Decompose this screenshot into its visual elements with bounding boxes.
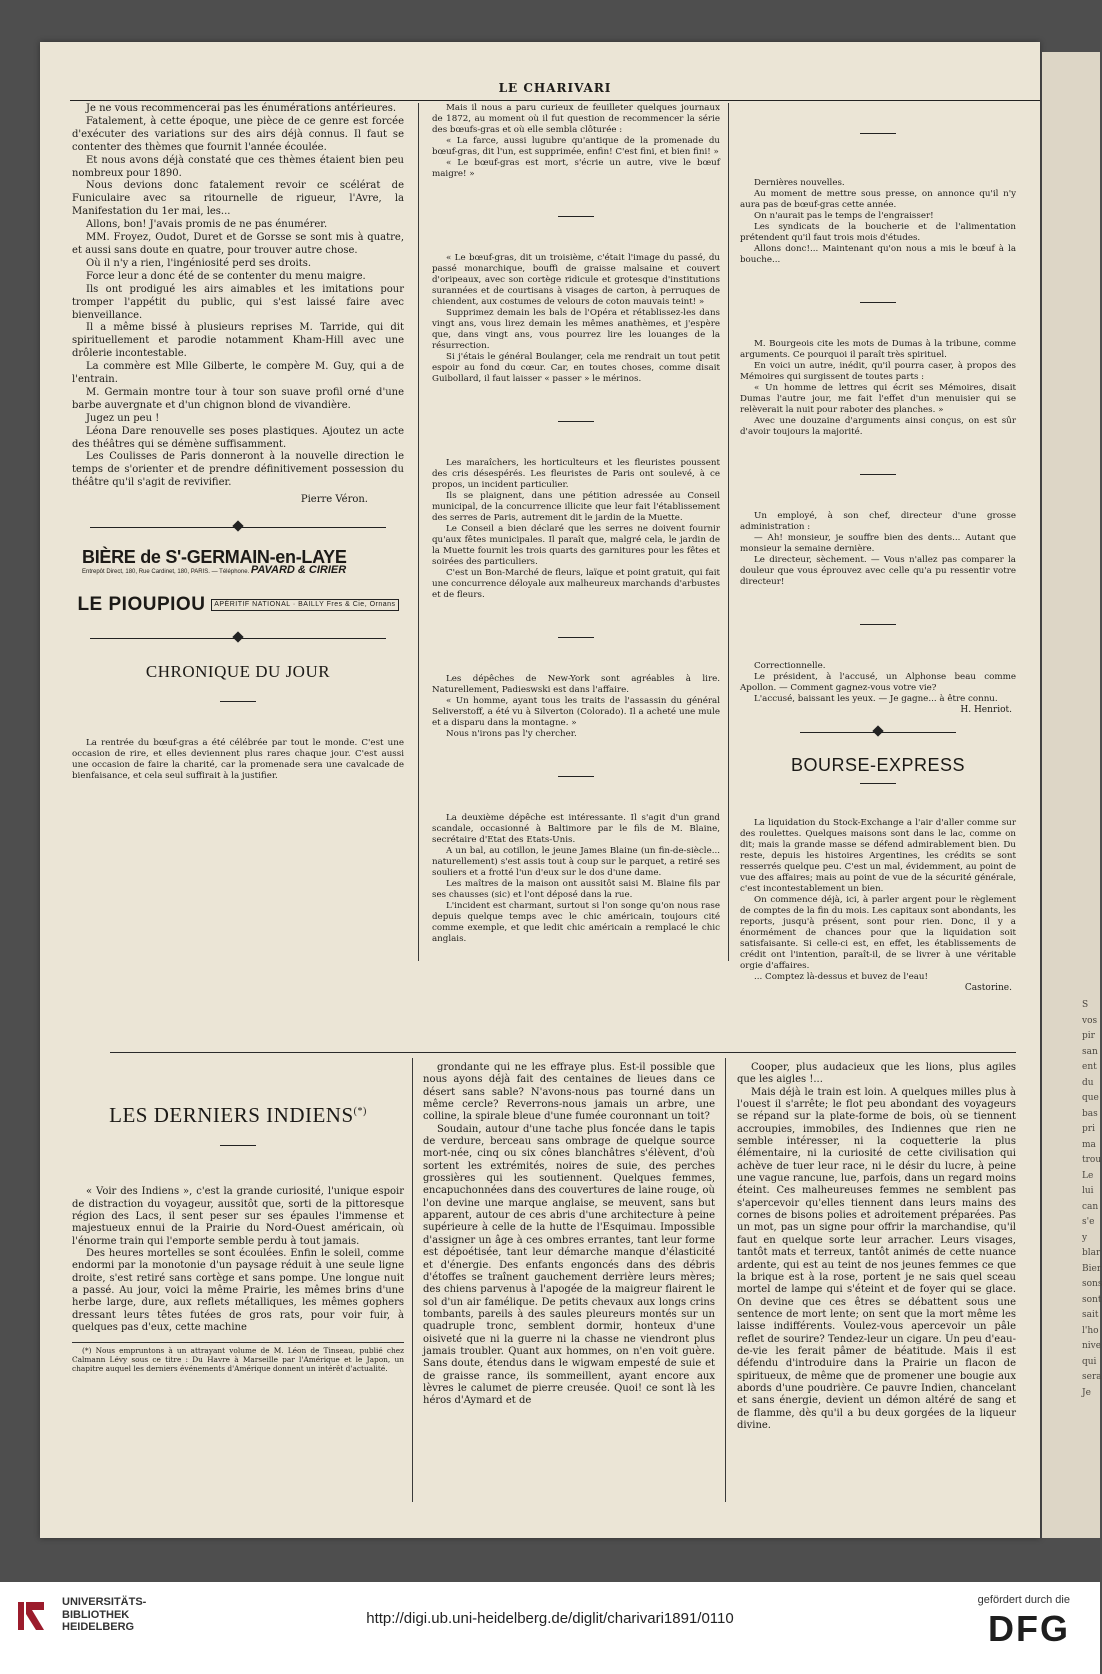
- echo-block: [432, 674, 720, 740]
- adjacent-page-text: [1042, 998, 1100, 1401]
- signature-henriot: H. Henriot.: [960, 705, 1012, 715]
- column-middle: [432, 103, 720, 945]
- paragraph: Ils se plaignent, dans une pétition adressée au Conseil municipal, de la concurrence illicite que leur fait l'établissement des serres de Paris, autrement dit le jardin de la Muette.: [432, 491, 720, 523]
- adjacent-page-fragment: s'e: [1082, 1217, 1095, 1227]
- paragraph: Dernières nouvelles.: [754, 178, 845, 188]
- paragraph: Et nous avons déjà constaté que ces thèmes étaient bien peu nombreux pour 1890.: [72, 154, 404, 179]
- feuilleton-col-1: [72, 1062, 404, 1373]
- paragraph: Si j'étais le général Boulanger, cela me rendrait un tout petit espoir au fond du cœur. Car, en toutes choses, comme disait Guibollard, il faut laisser « passer » le mérinos.: [432, 352, 720, 384]
- footnote: (*) Nous empruntons à un attrayant volume de M. Léon de Tinseau, publié chez Calmann Lévy sous ce titre : Du Havre à Marseille par l'Amérique et le Japon, un chapitre auquel les derniers événements d'Amérique donnent un intérêt d'actualité.: [72, 1342, 404, 1373]
- adjacent-page-fragment: que: [1082, 1093, 1099, 1103]
- paragraph: Correctionnelle.: [754, 661, 826, 671]
- adjacent-page-fragment: y: [1082, 1232, 1088, 1243]
- adjacent-page-fragment: du: [1082, 1077, 1094, 1088]
- paragraph: La commère est Mlle Gilberte, le compère M. Guy, qui a de l'entrain.: [72, 361, 404, 386]
- short-rule: [860, 302, 896, 303]
- adjacent-page-fragment: qui: [1082, 1356, 1097, 1367]
- adjacent-page-fragment: sera: [1082, 1372, 1102, 1382]
- short-rule: [860, 474, 896, 475]
- adjacent-page-fragment: san: [1082, 1046, 1098, 1057]
- short-rule: [558, 776, 594, 777]
- bourse-title: BOURSE-EXPRESS: [790, 755, 966, 775]
- echo-block: [740, 661, 1016, 705]
- adjacent-page-fragment: lui: [1082, 1186, 1094, 1196]
- paragraph: L'accusé, baissant les yeux. — Je gagne... à être connu.: [754, 694, 998, 704]
- library-name: UNIVERSITÄTS- BIBLIOTHEK HEIDELBERG: [62, 1596, 147, 1633]
- chronique-text: La rentrée du bœuf-gras a été célébrée par tout le monde. C'est une occasion de rire, et elles deviennent plus rares chaque jour. C'est aussi une occasion de faire la charité, car la promenade sera une cavalcade de bienfaisance, et cela seul suffirait à la justifier.: [72, 737, 404, 781]
- paragraph: « Le bœuf-gras, dit un troisième, c'était l'image du passé, du passé monarchique, bouffi de graisse malsaine et couvert d'oripeaux, avec son cortège ridicule et grotesque d'institutions surannées et de courtisans à visages de carton, à perruques de chiendent, aux costumes de velours de coton mauvais teint! »: [432, 253, 720, 307]
- paragraph: Allons donc!... Maintenant qu'on nous a mis le bœuf à la bouche...: [740, 244, 1016, 265]
- paragraph: Les Coulisses de Paris donneront à la nouvelle direction le temps de s'orienter et de prendre définitivement possession du théâtre qu'il s'agit de revivifier.: [72, 451, 404, 489]
- paragraph: Le Conseil a bien déclaré que les serres ne doivent fournir qu'aux fêtes municipales. Il paraît que, malgré cela, le jardin de la Muette fournit les trois quarts des garnitures pour les fêtes et soirées des particuliers.: [432, 524, 720, 567]
- adjacent-page-fragment: Bier: [1082, 1263, 1102, 1274]
- echo-block: [432, 103, 720, 180]
- adjacent-page-fragment: l'ho: [1082, 1325, 1099, 1336]
- feuilleton-col-3: [737, 1062, 1016, 1432]
- adjacent-page-fragment: Je: [1082, 1387, 1091, 1398]
- chronique-title: CHRONIQUE DU JOUR: [145, 661, 331, 681]
- column-rule: [728, 103, 729, 961]
- column-rule: [418, 103, 419, 961]
- paragraph: Allons, bon! J'avais promis de ne pas énumérer.: [86, 219, 328, 231]
- paragraph: Où il n'y a rien, l'ingéniosité perd ses droits.: [86, 257, 312, 269]
- paragraph: La liquidation du Stock-Exchange a l'air d'aller comme sur des roulettes. Quelques maisons sont dans le lac, comme on dit; mais la grande masse se défend admirablement bien. Du reste, depuis les histoires Argentines, les crédits se sont resserrés quelque peu. C'est un mal, évidemment, au point de vue des affaires; mais au point de vue de la sécurité générale, c'est incontestablement un bien.: [740, 818, 1016, 894]
- ad-biere-address: Entrepôt Direct, 180, Rue Cardinet, 180, PARIS. — Téléphone. PAVARD & CIRIER: [82, 564, 347, 576]
- paragraph: On n'aurait pas le temps de l'engraisser!: [754, 211, 934, 221]
- adjacent-page-fragment: sont: [1082, 1294, 1102, 1305]
- echo-block: [432, 813, 720, 945]
- paragraph: Force leur a donc été de se contenter du menu maigre.: [86, 270, 366, 282]
- paragraph: Fatalement, à cette époque, une pièce de ce genre est forcée d'exécuter des variations sur des airs déjà connus. Il faut se contenter des thèmes que fournit l'année écoulée.: [72, 115, 404, 153]
- feuilleton-title: LES DERNIERS INDIENS(*): [109, 1103, 367, 1127]
- paragraph: Cooper, plus audacieux que les lions, plus agiles que les aigles !...: [737, 1062, 1016, 1086]
- ornament-divider: [90, 521, 386, 533]
- adjacent-page-fragment: S: [1082, 1000, 1089, 1010]
- paragraph: — Ah! monsieur, je souffre bien des dents... Autant que monsieur la semaine dernière.: [740, 533, 1016, 554]
- paragraph: Nous n'irons pas l'y chercher.: [446, 729, 577, 739]
- signature-castorine: Castorine.: [964, 983, 1012, 993]
- paragraph: « Un homme de lettres qui écrit ses Mémoires, disait Dumas l'autre jour, me fait l'effet d'un menuisier qui se relèverait la nuit pour raboter des planches. »: [740, 383, 1016, 415]
- paragraph: grondante qui ne les effraye plus. Est-il possible que nous ayons déjà fait des centaines de lieues dans ce désert sans sable? N'avons-nous pas tourné dans un même cercle? Reverrons-nous jamais un arbre, une colline, la spirale bleue d'une fumée couronnant un toit?: [423, 1062, 715, 1123]
- adjacent-page-fragment: ent: [1082, 1062, 1097, 1072]
- masthead: LE CHARIVARI: [70, 78, 1040, 101]
- paragraph: Un employé, à son chef, directeur d'une grosse administration :: [740, 511, 1016, 532]
- short-rule: [558, 421, 594, 422]
- column-rule: [725, 1058, 726, 1502]
- echo-block: [432, 458, 720, 601]
- paragraph: A un bal, au cotillon, le jeune James Blaine (un fin-de-siècle... naturellement) s'est assis tout à coup sur le parquet, a retiré ses souliers et a frotté l'un d'eux sur le dos d'une dame.: [432, 846, 720, 878]
- bourse-text: [740, 818, 1016, 983]
- paragraph: M. Germain montre tour à tour son suave profil orné d'une barbe auvergnate et d'un chignon blond de vivandière.: [72, 386, 404, 411]
- paragraph: Mais il nous a paru curieux de feuilleter quelques journaux de 1872, au moment où il fut question de recommencer la série des bœufs-gras et où elle sembla clôturée :: [432, 103, 720, 135]
- adjacent-page-fragment: trou: [1082, 1155, 1102, 1165]
- paragraph: Jugez un peu !: [86, 412, 160, 424]
- short-rule: [220, 1145, 256, 1146]
- paragraph: La deuxième dépêche est intéressante. Il s'agit d'un grand scandale, occasionné à Baltimore par le fils de M. Blaine, secrétaire d'Etat des Etats-Unis.: [432, 813, 720, 845]
- paragraph: En voici un autre, inédit, qu'il pourra caser, à propos des Mémoires qui surgissent de toutes parts :: [740, 361, 1016, 382]
- short-rule: [860, 624, 896, 625]
- paragraph: Les syndicats de la boucherie et de l'alimentation prétendent qu'il faut trois mois d'études.: [740, 222, 1016, 243]
- echo-block: [740, 339, 1016, 438]
- feuilleton-col-2: [423, 1062, 715, 1408]
- ad-pioupiou: LE PIOUPIOU APÉRITIF NATIONAL · BAILLY Fres & Cie, Ornans: [72, 599, 404, 612]
- permalink-url[interactable]: http://digi.ub.uni-heidelberg.de/diglit/charivari1891/0110: [366, 1610, 734, 1627]
- paragraph: L'incident est charmant, surtout si l'on songe qu'on nous rase depuis quelque temps avec le chic américain, toujours cité comme exemple, et que ledit chic américain a remplacé le chic anglais.: [432, 901, 720, 944]
- short-rule: [860, 783, 896, 784]
- paragraph: Les maraîchers, les horticulteurs et les fleuristes poussent des cris désespérés. Les fleuristes de Paris ont soulevé, à ce propos, un incident particulier.: [432, 458, 720, 490]
- paragraph: C'est un Bon-Marché de fleurs, laïque et point gratuit, qui fait une concurrence déloyale aux malheureux marchands d'arbustes et de fleurs.: [432, 568, 720, 600]
- paragraph: Des heures mortelles se sont écoulées. Enfin le soleil, comme endormi par la monotonie d'un paysage réduit à une seule ligne droite, s'est retiré sans cortège et sans pompe. Une longue nuit a passé. Au jour, voici la même Prairie, les mêmes brins d'une herbe large, dure, aux reflets métalliques, les mêmes gophers dressant leurs têtes futées de gros rats, pour voir fuir, à quelques pas d'eux, cette machine: [72, 1248, 404, 1334]
- paragraph: Mais déjà le train est loin. A quelques milles plus à l'ouest il s'arrête; le flot peu abondant des voyageurs se répand sur la plate-forme de bois, où se tiennent accroupies, immobiles, des Indiennes que rien ne semble intéresser, ni la coquetterie la plus élémentaire, ni la curiosité de cette civilisation qui achève de tuer leur race, ni le désir du lucre, à peine une vague rancune, lue, parfois, dans un regard moins éteint. Ces malheureuses femmes ne semblent pas s'apercevoir qu'elles tiennent dans leurs mains des cornes de bisons polies et adroitement préparées. Pas un mot, pas un signe pour offrir la marchandise, qu'il faut en quelque sorte leur arracher. Leurs visages, tantôt mats et terreux, tantôt animés de cette nuance ardente, qui est au teint de nos jeunes femmes ce que la brique est à la rose, portent je ne sais quel sceau mortel de lampe qui s'éteint et de foyer qui se glace. On devine que ces êtres se débattent sous une sentence de mort lente; on sent que la mort même les laisse indifférents. Voulez-vous apercevoir un pâle reflet de sourire? Tendez-leur un cigare. Un peu d'eau-de-vie les ferait pâmer de béatitude. Mais il est défendu d'introduire dans la Prairie un flacon de spiritueux, de même que de promener une bougie aux abords d'une poudrière. Ce pauvre Indien, chancelant et sans énergie, devient un démon altéré de sang et de flamme, dès qu'il a bu deux gorgées de la liqueur divine.: [737, 1086, 1016, 1431]
- paragraph: Soudain, autour d'une tache plus foncée dans le tapis de verdure, berceau sans ombrage de quelque source mort-née, cinq ou six cônes blanchâtres s'élèvent, d'où sortent les extrémités, noires de suie, des perches grossières qui les soutiennent. Quelques femmes, encapuchonnées dans des couvertures de laine rouge, où l'on devine une marque anglaise, se meuvent, sans but apparent, autour de ces abris d'une architecture à peine supérieure à celle de la hutte de l'Esquimau. Impossible d'assigner un âge à ces ombres errantes, tant leur forme est dépoétisée, tant leur démarche manque d'élasticité et d'énergie. Des enfants engoncés dans des débris d'étoffes se traînent gauchement derrière leurs mères; des chiens parvenus à l'apogée de la maigreur flairent le sol d'un air famélique. De petits chevaux aux longs crins tombants, pareils à des saules pleureurs montés sur un quadruple tronc, semblent dormir, honteux d'une oisiveté que ni la guerre ni la chasse ne viendront plus jamais troubler. Quant aux hommes, on n'en voit guère. Sans doute, étendus dans le wigwam empesté de suie et de graisse rance, ils sommeillent, ayant encore aux lèvres le calumet de pierre creusée. Quoi! ce sont là les héros d'Aymard et de: [423, 1123, 715, 1407]
- paragraph: Nous devions donc fatalement revoir ce scélérat de Funiculaire avec sa ritournelle de rigueur, l'Avre, la Manifestation du 1er mai, les...: [72, 180, 404, 218]
- short-rule: [558, 216, 594, 217]
- short-rule: [558, 637, 594, 638]
- adjacent-page-fragment: pir: [1082, 1031, 1095, 1041]
- ad-pioupiou-note: APÉRITIF NATIONAL · BAILLY Fres & Cie, Ornans: [211, 599, 398, 611]
- adjacent-page-fragment: blar: [1082, 1248, 1101, 1258]
- adjacent-page-fragment: ma: [1082, 1139, 1096, 1150]
- feuilleton-rule: [110, 1052, 1016, 1053]
- adjacent-page-fragment: pri: [1082, 1124, 1095, 1134]
- paragraph: Le président, à l'accusé, un Alphonse beau comme Apollon. — Comment gagnez-vous votre vie?: [740, 672, 1016, 693]
- ornament-divider: [90, 632, 386, 644]
- feuilleton-text: [737, 1062, 1016, 1432]
- short-rule: [860, 133, 896, 134]
- paragraph: Supprimez demain les bals de l'Opéra et rétablissez-les dans vingt ans, vous lirez demain les mêmes anathèmes, et j'espère que, dans vingt ans, vous pourrez lire les louanges de la résurrection.: [432, 308, 720, 351]
- paragraph: M. Bourgeois cite les mots de Dumas à la tribune, comme arguments. Ce pourquoi il paraît très spirituel.: [740, 339, 1016, 360]
- short-rule: [220, 701, 256, 702]
- adjacent-page-fragment: nive: [1082, 1341, 1102, 1351]
- feuilleton-text: [72, 1186, 404, 1334]
- signature-veron: Pierre Véron.: [300, 494, 368, 506]
- adjacent-page-fragment: vos: [1082, 1015, 1098, 1026]
- dfg-logo: DFG: [988, 1608, 1070, 1649]
- column-rule: [412, 1058, 413, 1502]
- paragraph: Léona Dare renouvelle ses poses plastiques. Ajoutez un acte des théâtres qui se démène suffisamment.: [72, 425, 404, 450]
- paragraph: Avec une douzaine d'arguments ainsi conçus, on est sûr d'avoir toujours la majorité.: [740, 416, 1016, 437]
- adjacent-page-fragment: can: [1082, 1201, 1099, 1212]
- adjacent-page-fragment: Le: [1082, 1170, 1094, 1181]
- adjacent-page-fragment: sons: [1082, 1279, 1102, 1289]
- feuilleton-text: [423, 1062, 715, 1408]
- paragraph: On commence déjà, ici, à parler argent pour le règlement de comptes de la fin du mois. Les capitaux sont abondants, les reports, jusqu'à présent, sont pour rien. Donc, il y a énormément de chances pour que la liquidation soit satisfaisante. Si celle-ci est, en effet, les établissements de crédit ont l'intention, paraît-il, de se livrer à une véritable orgie d'affaires.: [740, 895, 1016, 971]
- column-left: [72, 103, 404, 782]
- echo-block: [740, 178, 1016, 266]
- paragraph: Le directeur, sèchement. — Vous n'allez pas comparer la douleur que vous éprouvez avec celle qu'a pu ressentir votre directeur!: [740, 555, 1016, 587]
- paragraph: Les dépêches de New-York sont agréables à lire. Naturellement, Padieswski est dans l'affaire.: [432, 674, 720, 695]
- paragraph: ... Comptez là-dessus et buvez de l'eau!: [754, 972, 928, 982]
- paragraph: « La farce, aussi lugubre qu'antique de la promenade du bœuf-gras, dit l'un, est supprimée, enfin! C'est fini, et bien fini! »: [432, 136, 720, 157]
- paragraph: Il a même bissé à plusieurs reprises M. Tarride, qui dit spirituellement et parodie notamment Kham-Hill avec une drôlerie incontestable.: [72, 322, 404, 360]
- theatre-review: [72, 103, 404, 490]
- adjacent-page-edge: [1042, 52, 1100, 1538]
- ornament-divider: [800, 726, 956, 738]
- adjacent-page-fragment: bas: [1082, 1108, 1098, 1119]
- column-right: [740, 103, 1016, 994]
- paragraph: Au moment de mettre sous presse, on annonce qu'il n'y aura pas de bœuf-gras cette année.: [740, 189, 1016, 210]
- echo-block: [432, 253, 720, 385]
- ad-biere-title: BIÈRE de S'-GERMAIN-en-LAYE: [82, 547, 347, 568]
- paragraph: Les maîtres de la maison ont aussitôt saisi M. Blaine fils par ses chausses (sic) et l'ont déposé dans la rue.: [432, 879, 720, 900]
- funding-label: gefördert durch die: [977, 1594, 1070, 1606]
- paragraph: « Le bœuf-gras est mort, s'écrie un autre, vive le bœuf maigre! »: [432, 158, 720, 179]
- adjacent-page-fragment: sait: [1082, 1310, 1099, 1320]
- paragraph: « Voir des Indiens », c'est la grande curiosité, l'unique espoir de distraction du voyageur, aussitôt que, sorti de la pittoresque région des Lacs, il sent peser sur ses épaules l'immense et majestueux ennui de la Prairie du Nord-Ouest américain, où l'énorme train qui l'emporte semble perdu à tout jamais.: [72, 1186, 404, 1247]
- viewer-footer: [0, 1582, 1100, 1674]
- echo-block: [740, 511, 1016, 588]
- paragraph: « Un homme, ayant tous les traits de l'assassin du général Seliverstoff, a été vu à Silverton (Colorado). Il a acheté une mule et a disparu dans la montagne. »: [432, 696, 720, 728]
- paragraph: MM. Froyez, Oudot, Duret et de Gorsse se sont mis à quatre, et aussi sans doute en quatre, pour trouver autre chose.: [72, 232, 404, 256]
- paragraph: Ils ont prodigué les airs aimables et les imitations pour tromper l'appétit du public, qui s'est laissé faire avec bienveillance.: [72, 283, 404, 321]
- paragraph: Je ne vous recommencerai pas les énumérations antérieures.: [86, 103, 397, 114]
